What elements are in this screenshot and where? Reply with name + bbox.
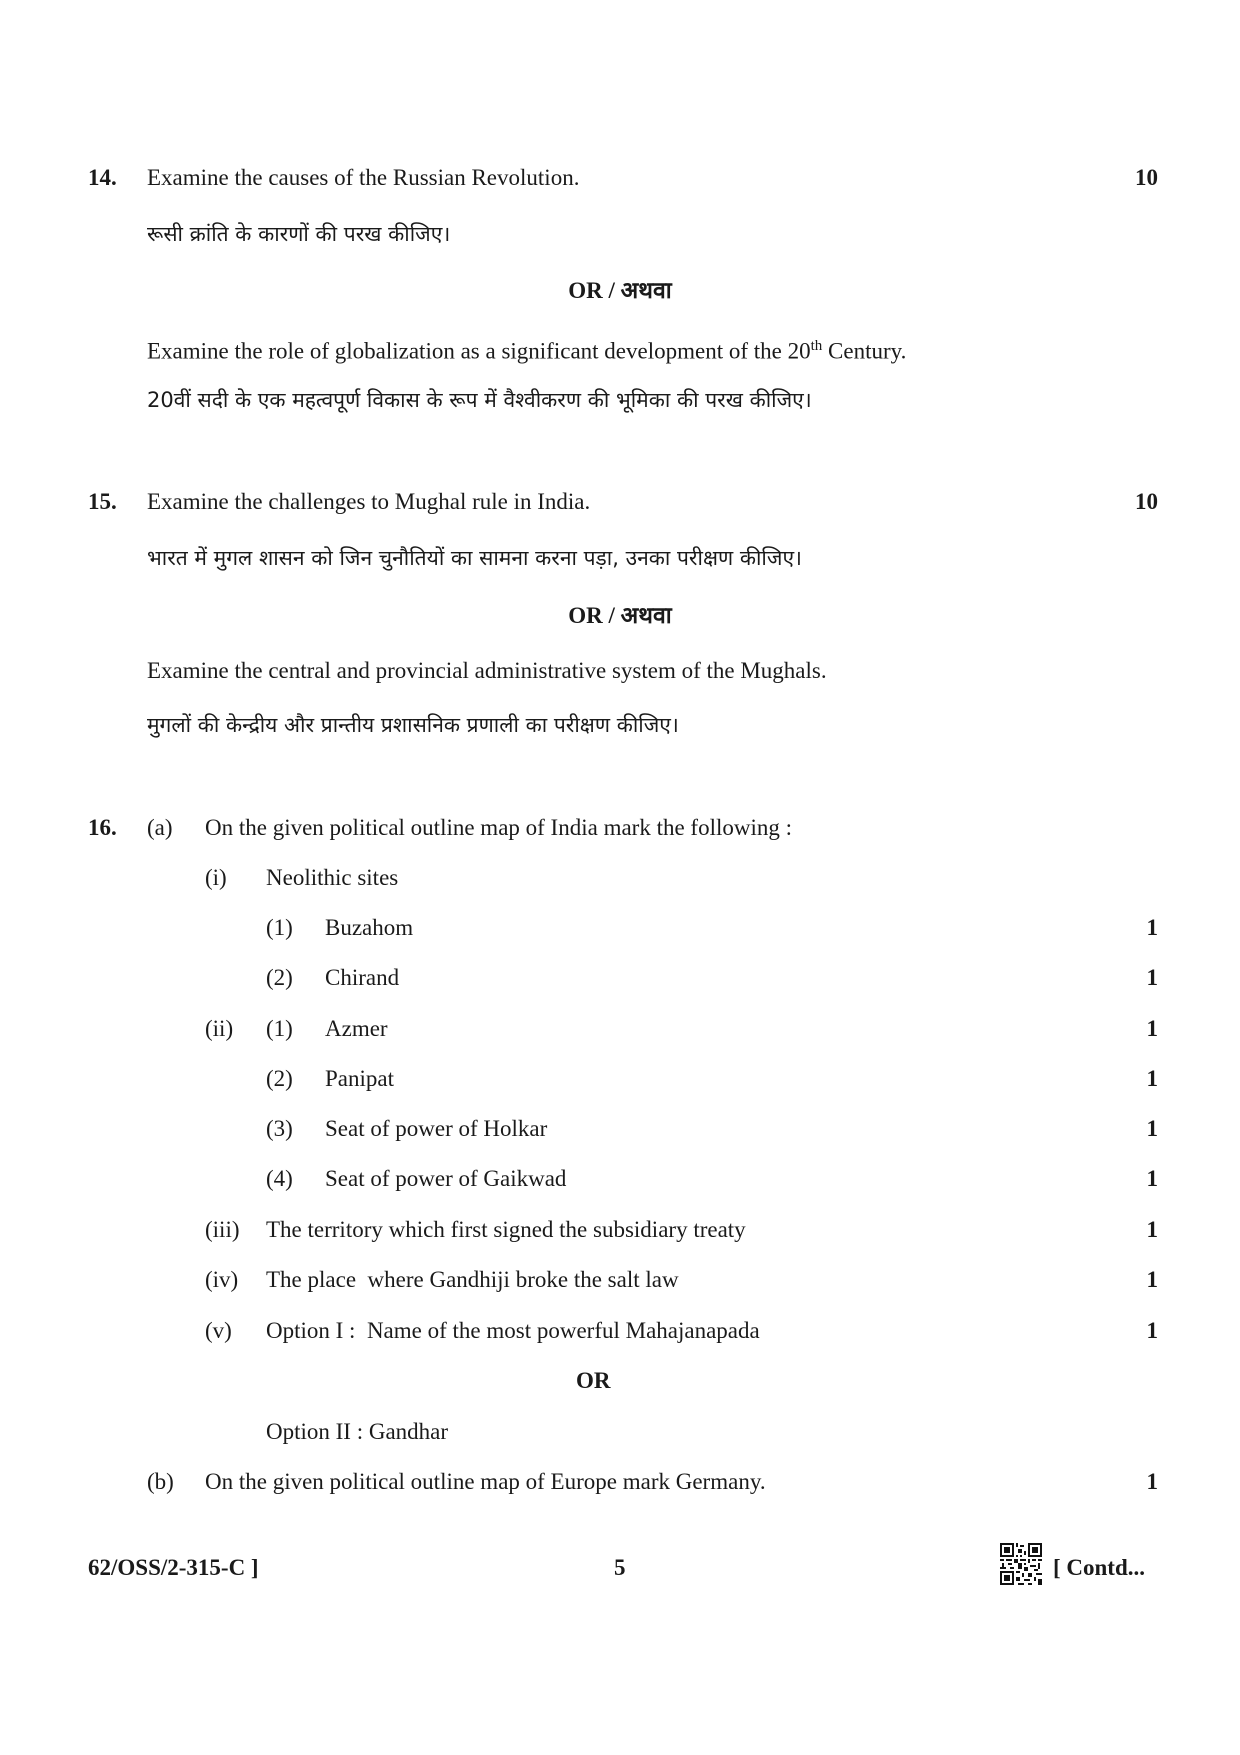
part-label: (a) — [147, 815, 173, 840]
subpart-text: Neolithic sites — [266, 865, 399, 890]
item-label: (4) — [266, 1166, 293, 1191]
item-text: Chirand — [325, 965, 400, 990]
subpart-text: Option I : Name of the most powerful Mahajanapada — [266, 1318, 760, 1343]
question-number: 16. — [88, 815, 117, 840]
alternate-question-en-text: Examine the role of globalization as a significant development of the 20 — [147, 338, 811, 364]
question-marks: 10 — [1135, 165, 1158, 190]
item-label: (2) — [266, 965, 293, 990]
continued-label: [ Contd... — [1053, 1555, 1146, 1580]
subpart-label: (iv) — [205, 1267, 239, 1292]
alternate-question-hi: 20वीं सदी के एक महत्वपूर्ण विकास के रूप में वैश्वीकरण की भूमिका की परख कीजिए। — [147, 388, 812, 412]
option-two-text: Option II : Gandhar — [266, 1419, 449, 1444]
qr-code-icon — [1000, 1543, 1042, 1585]
question-text-hi: भारत में मुगल शासन को जिन चुनौतियों का सामना करना पड़ा, उनका परीक्षण कीजिए। — [147, 546, 803, 570]
item-text: Azmer — [325, 1016, 388, 1041]
or-separator: OR / अथवा — [568, 278, 672, 303]
item-text: Seat of power of Gaikwad — [325, 1166, 567, 1191]
question-marks: 10 — [1135, 489, 1158, 514]
part-label: (b) — [147, 1469, 174, 1494]
subpart-label: (iii) — [205, 1217, 240, 1242]
item-text: Buzahom — [325, 915, 414, 940]
question-number: 15. — [88, 489, 117, 514]
part-marks: 1 — [1146, 1469, 1158, 1494]
question-number: 14. — [88, 165, 117, 190]
part-text: On the given political outline map of Europe mark Germany. — [205, 1469, 766, 1494]
alternate-question-en — [147, 331, 906, 367]
item-marks: 1 — [1146, 965, 1158, 990]
part-text: On the given political outline map of India mark the following : — [205, 815, 793, 840]
item-label: (1) — [266, 1016, 293, 1041]
item-label: (2) — [266, 1066, 293, 1091]
subpart-label: (i) — [205, 865, 227, 890]
item-marks: 1 — [1146, 1166, 1158, 1191]
subpart-marks: 1 — [1146, 1318, 1158, 1343]
item-marks: 1 — [1146, 1116, 1158, 1141]
alternate-question-hi: मुगलों की केन्द्रीय और प्रान्तीय प्रशासनिक प्रणाली का परीक्षण कीजिए। — [147, 713, 679, 737]
subpart-label: (v) — [205, 1318, 232, 1343]
item-marks: 1 — [1146, 1066, 1158, 1091]
subpart-marks: 1 — [1146, 1267, 1158, 1292]
paper-code: 62/OSS/2-315-C ] — [88, 1555, 259, 1580]
question-text-en: Examine the causes of the Russian Revolution. — [147, 165, 580, 190]
item-text: Panipat — [325, 1066, 394, 1091]
or-separator: OR / अथवा — [568, 603, 672, 628]
subpart-marks: 1 — [1146, 1217, 1158, 1242]
item-marks: 1 — [1146, 915, 1158, 940]
item-text: Seat of power of Holkar — [325, 1116, 548, 1141]
item-label: (1) — [266, 915, 293, 940]
page-number: 5 — [614, 1555, 626, 1580]
question-text-en: Examine the challenges to Mughal rule in India. — [147, 489, 591, 514]
item-label: (3) — [266, 1116, 293, 1141]
subpart-text: The place where Gandhiji broke the salt law — [266, 1267, 679, 1292]
superscript: th — [810, 338, 823, 354]
subpart-text: The territory which first signed the subsidiary treaty — [266, 1217, 746, 1242]
alternate-question-en: Examine the central and provincial administrative system of the Mughals. — [147, 658, 827, 683]
alternate-question-en-tail: Century. — [822, 338, 907, 364]
subpart-label: (ii) — [205, 1016, 234, 1041]
or-separator: OR — [576, 1368, 611, 1393]
question-text-hi: रूसी क्रांति के कारणों की परख कीजिए। — [147, 222, 451, 246]
item-marks: 1 — [1146, 1016, 1158, 1041]
